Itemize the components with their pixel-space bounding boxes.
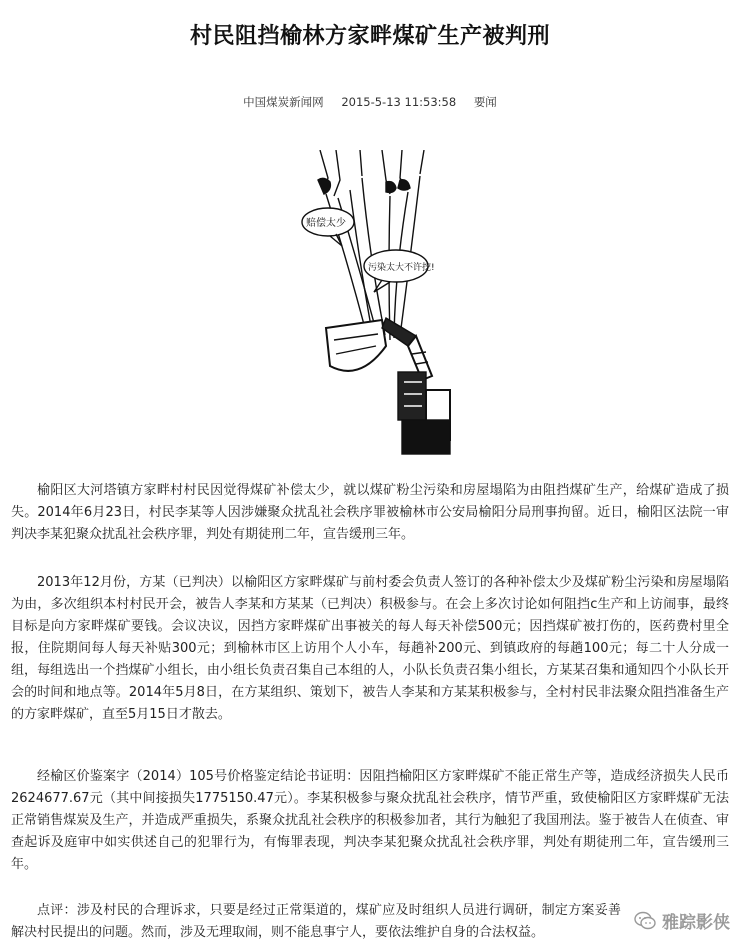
article-paragraph: 榆阳区大河塔镇方家畔村村民因觉得煤矿补偿太少，就以煤矿粉尘污染和房屋塌陷为由阻挡煤矿生产，给煤矿造成了损失。2014年6月23日，村民李某等人因涉嫌聚众扰乱社会秩序罪被榆林市公安局榆阳分局刑事拘留。近日，榆阳区法院一审判决李某犯聚众扰乱社会秩序罪，判处有期徒刑二年，宣告缓刑三年。 xyxy=(11,483,729,542)
article-meta xyxy=(0,94,740,110)
bubble-left-text: 赔偿太少 xyxy=(306,218,346,229)
article-paragraph: 经榆区价鉴案字（2014）105号价格鉴定结论书证明：因阻挡榆阳区方家畔煤矿不能正常生产等，造成经济损失人民币2624677.67元（其中间接损失1775150.47元）。李某积极参与聚众扰乱社会秩序，情节严重，致使榆阳区方家畔煤矿无法正常销售煤炭及生产，并造成严重损失，系聚众扰乱社会秩序的积极参加者，其行为触犯了我国刑法。鉴于被告人在侦查、审查起诉及庭审中如实供述自己的犯罪行为，有悔罪表现，判决李某犯聚众扰乱社会秩序罪，判处有期徒刑二年，宣告缓刑三年。 xyxy=(11,769,729,872)
article-category[interactable]: 要闻 xyxy=(473,95,497,109)
wechat-icon xyxy=(634,911,656,931)
article-datetime: 2015-5-13 11:53:58 xyxy=(341,95,457,109)
article-paragraph: 2013年12月份，方某（已判决）以榆阳区方家畔煤矿与前村委会负责人签订的各种补偿太少及煤矿粉尘污染和房屋塌陷为由，多次组织本村村民开会，被告人李某和方某某（已判决）积极参与。在会上多次讨论如何阻挡c生产和上访闹事，最终目标是向方家畔煤矿要钱。会议决议，因挡方家畔煤矿出事被关的每人每天补偿500元；因挡煤矿被打伤的，医药费村里全报，住院期间每人每天补贴300元；到榆林市区上访用个人小车，每趟补200元、到镇政府的每趟100元；每二十人分成一组，每组选出一个挡煤矿小组长，由小组长负责召集自己本组的人，小队长负责召集小组长，方某某召集和通知四个小队长开会的时间和地点等。2014年5月8日，在方某组织、策划下，被告人李某和方某某积极参与，全村村民非法聚众阻挡准备生产的方家畔煤矿，直至5月15日才散去。 xyxy=(11,575,729,722)
article-source[interactable]: 中国煤炭新闻网 xyxy=(243,95,324,109)
watermark-text: 雅踪影侠 xyxy=(662,913,730,933)
article-title: 村民阻挡榆林方家畔煤矿生产被判刑 xyxy=(189,23,550,49)
watermark xyxy=(634,908,730,933)
bubble-right-text: 污染太大不许挖! xyxy=(368,263,435,273)
cartoon-illustration xyxy=(290,150,455,460)
article-commentary: 点评：涉及村民的合理诉求，只要是经过正常渠道的，煤矿应及时组织人员进行调研，制定方案妥善解决村民提出的问题。然而，涉及无理取闹，则不能息事宁人，要依法维护自身的合法权益。 xyxy=(11,903,621,940)
